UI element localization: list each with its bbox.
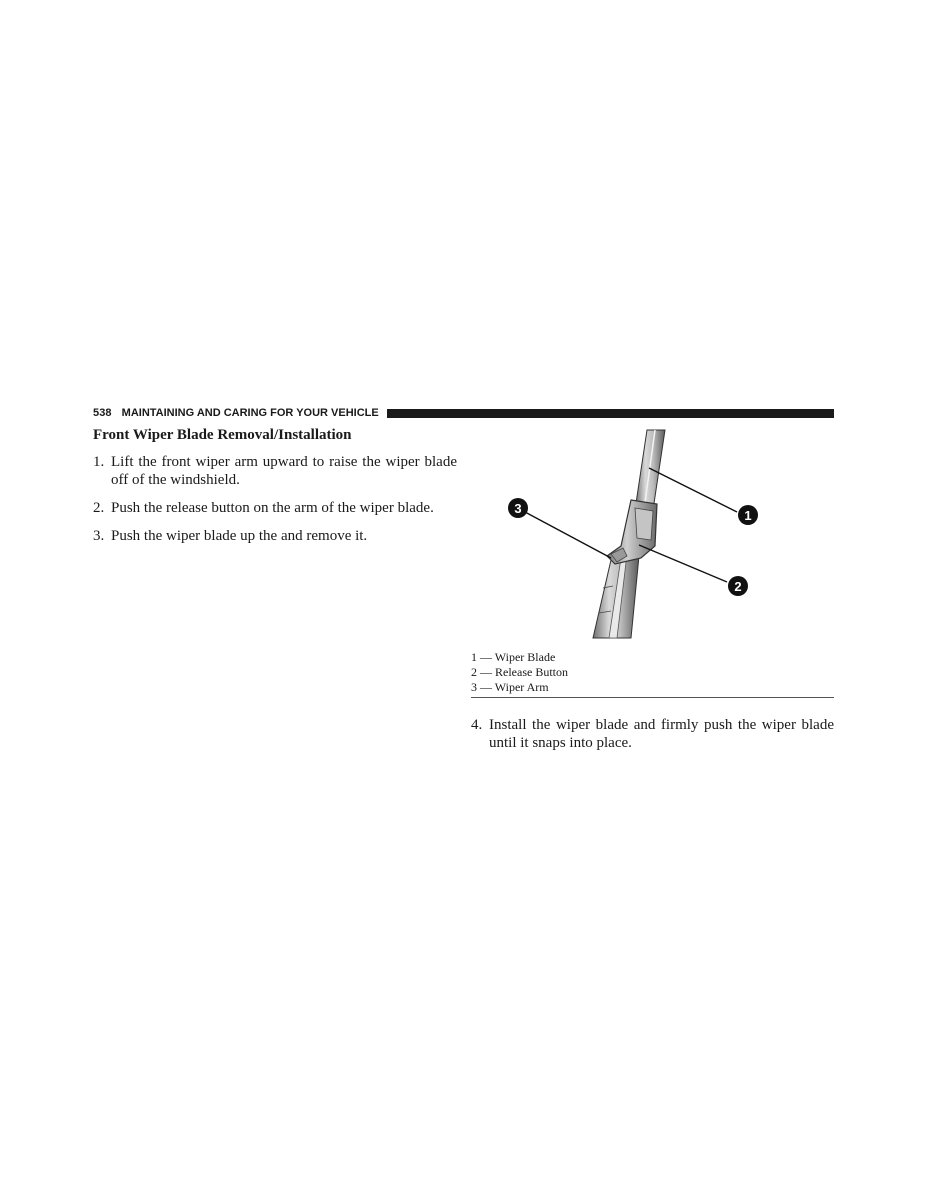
step-number: 3. <box>93 528 105 544</box>
steps-list-right <box>471 716 834 762</box>
step-item <box>93 527 457 545</box>
step-item <box>93 499 457 517</box>
step-number: 1. <box>93 454 105 470</box>
figure-legend <box>471 650 834 698</box>
leader-line-3 <box>525 512 611 558</box>
step-text: Push the wiper blade up the and remove it. <box>111 528 368 544</box>
running-header <box>93 406 834 420</box>
leader-line-1 <box>649 468 737 512</box>
section-title: Front Wiper Blade Removal/Installation <box>93 427 352 443</box>
wiper-illustration <box>471 428 834 640</box>
steps-list-left <box>93 453 457 555</box>
step-item <box>93 453 457 489</box>
step-text: Install the wiper blade and firmly push the wiper blade until it snaps into place. <box>489 717 834 751</box>
wiper-drawing <box>471 428 834 640</box>
chapter-title: MAINTAINING AND CARING FOR YOUR VEHICLE <box>121 407 379 419</box>
step-text: Lift the front wiper arm upward to raise the wiper blade off of the windshield. <box>111 454 457 488</box>
step-text: Push the release button on the arm of the wiper blade. <box>111 500 434 516</box>
legend-item-wiper-blade: 1 — Wiper Blade <box>471 650 556 664</box>
page-number: 538 <box>93 407 112 419</box>
svg-text:3: 3 <box>514 501 522 516</box>
legend-item-wiper-arm: 3 — Wiper Arm <box>471 680 549 694</box>
step-item <box>471 716 834 752</box>
leader-line-2 <box>639 545 727 582</box>
step-number: 4. <box>471 717 483 733</box>
step-number: 2. <box>93 500 105 516</box>
svg-text:1: 1 <box>744 508 752 523</box>
legend-item-release-button: 2 — Release Button <box>471 665 568 679</box>
header-rule <box>387 409 834 418</box>
callout-2 <box>728 576 748 596</box>
svg-text:2: 2 <box>734 579 742 594</box>
callout-3 <box>508 498 528 518</box>
callout-1 <box>738 505 758 525</box>
